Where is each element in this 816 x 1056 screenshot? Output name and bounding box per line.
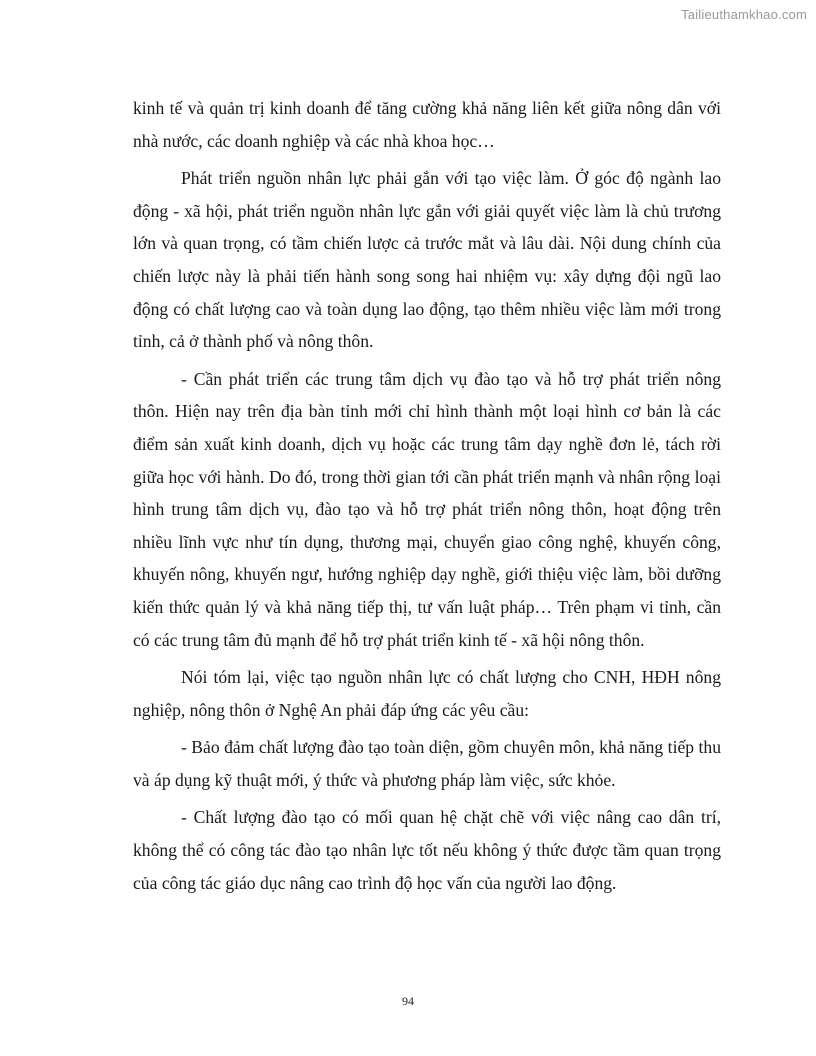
paragraph-summary: Nói tóm lại, việc tạo nguồn nhân lực có chất lượng cho CNH, HĐH nông nghiệp, nông thôn ở Nghệ An phải đáp ứng các yêu cầu:: [133, 667, 721, 720]
paragraph-requirement-education: - Chất lượng đào tạo có mối quan hệ chặt chẽ với việc nâng cao dân trí, không thể có công tác đào tạo nhân lực tốt nếu không ý thức được tầm quan trọng của công tác giáo dục nâng cao trình độ học vấn của người lao động.: [133, 807, 721, 893]
page-number: 94: [402, 994, 414, 1008]
paragraph-requirement-quality: - Bảo đảm chất lượng đào tạo toàn diện, gồm chuyên môn, khả năng tiếp thu và áp dụng kỹ thuật mới, ý thức và phương pháp làm việc, sức khỏe.: [133, 737, 721, 790]
paragraph-continuation: kinh tế và quản trị kinh doanh để tăng cường khả năng liên kết giữa nông dân với nhà nước, các doanh nghiệp và các nhà khoa học…: [133, 98, 721, 151]
document-body: [133, 92, 721, 904]
watermark: Tailieuthamkhao.com: [681, 7, 807, 22]
paragraph-service-centers: - Cần phát triển các trung tâm dịch vụ đào tạo và hỗ trợ phát triển nông thôn. Hiện nay trên địa bàn tỉnh mới chỉ hình thành một loại hình cơ bản là các điểm sản xuất kinh doanh, dịch vụ hoặc các trung tâm dạy nghề đơn lẻ, tách rời giữa học với hành. Do đó, trong thời gian tới cần phát triển mạnh và nhân rộng loại hình trung tâm dịch vụ, đào tạo và hỗ trợ phát triển nông thôn, hoạt động trên nhiều lĩnh vực như tín dụng, thương mại, chuyển giao công nghệ, khuyến công, khuyến nông, khuyến ngư, hướng nghiệp dạy nghề, giới thiệu việc làm, bồi dưỡng kiến thức quản lý và khả năng tiếp thị, tư vấn luật pháp… Trên phạm vi tỉnh, cần có các trung tâm đủ mạnh để hỗ trợ phát triển kinh tế - xã hội nông thôn.: [133, 368, 721, 650]
paragraph-human-resources-employment: Phát triển nguồn nhân lực phải gắn với tạo việc làm. Ở góc độ ngành lao động - xã hội, phát triển nguồn nhân lực gắn với giải quyết việc làm là chủ trương lớn và quan trọng, có tầm chiến lược cả trước mắt và lâu dài. Nội dung chính của chiến lược này là phải tiến hành song song hai nhiệm vụ: xây dựng đội ngũ lao động có chất lượng cao và toàn dụng lao động, tạo thêm nhiều việc làm mới trong tỉnh, cả ở thành phố và nông thôn.: [133, 168, 721, 352]
